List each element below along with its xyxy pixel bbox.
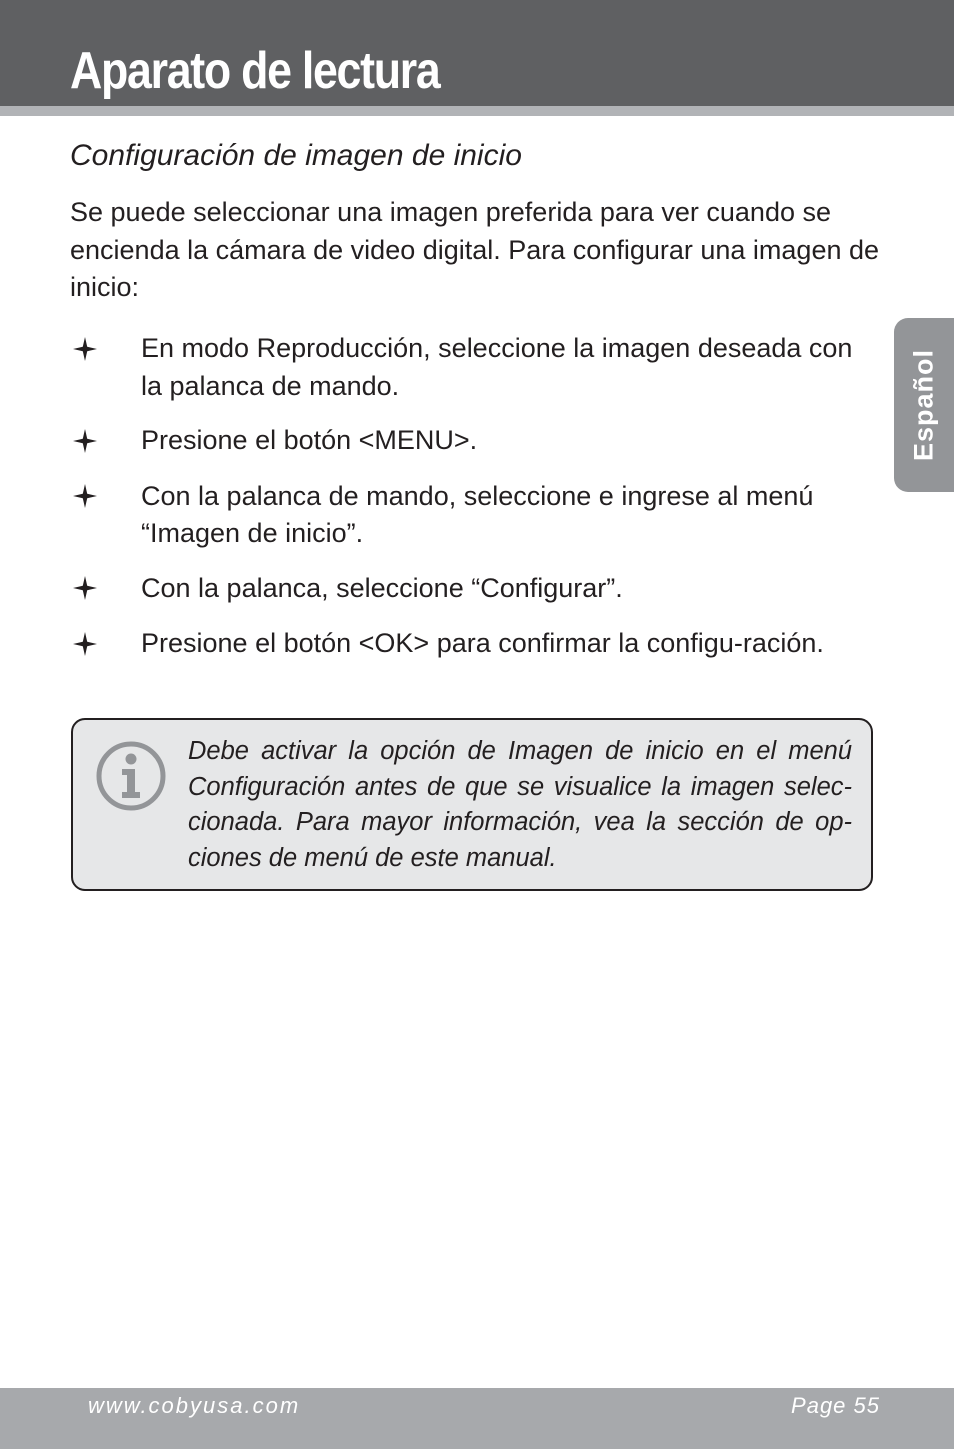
language-tab bbox=[894, 318, 954, 492]
language-tab-label: Español bbox=[908, 348, 939, 462]
intro-paragraph: Se puede seleccionar una imagen preferida para ver cuando se encienda la cámara de video digital. Para configurar una imagen de inicio: bbox=[70, 197, 880, 302]
note-text: Debe activar la opción de Imagen de inicio en el menú Configuración antes de que se visualice la imagen selec-cionada. Para mayor información, vea la sección de op-ciones de menú de este manual. bbox=[188, 737, 852, 872]
section-subtitle: Configuración de imagen de inicio bbox=[70, 139, 522, 172]
four-point-star-icon bbox=[70, 422, 100, 460]
four-point-star-icon bbox=[70, 330, 100, 368]
step-text: Con la palanca, seleccione “Configurar”. bbox=[141, 572, 623, 603]
step-text: Presione el botón <OK> para confirmar la configu-ración. bbox=[141, 628, 824, 658]
steps-list bbox=[70, 330, 880, 663]
info-note-box bbox=[71, 718, 873, 891]
four-point-star-icon bbox=[70, 570, 100, 608]
footer-url: www.cobyusa.com bbox=[88, 1393, 301, 1418]
step-text: En modo Reproducción, seleccione la imagen deseada con la palanca de mando. bbox=[141, 333, 853, 401]
step-item bbox=[70, 625, 880, 663]
four-point-star-icon bbox=[70, 478, 100, 516]
step-item bbox=[70, 478, 880, 553]
step-item bbox=[70, 330, 880, 405]
step-text: Con la palanca de mando, seleccione e ingrese al menú “Imagen de inicio”. bbox=[141, 480, 814, 548]
step-item bbox=[70, 422, 880, 460]
four-point-star-icon bbox=[70, 625, 100, 663]
info-icon bbox=[95, 740, 167, 812]
step-text: Presione el botón <MENU>. bbox=[141, 425, 478, 455]
page-title: Aparato de lectura bbox=[70, 42, 440, 100]
step-item bbox=[70, 570, 880, 608]
header-stripe bbox=[0, 106, 954, 116]
page-number: Page 55 bbox=[791, 1393, 880, 1418]
